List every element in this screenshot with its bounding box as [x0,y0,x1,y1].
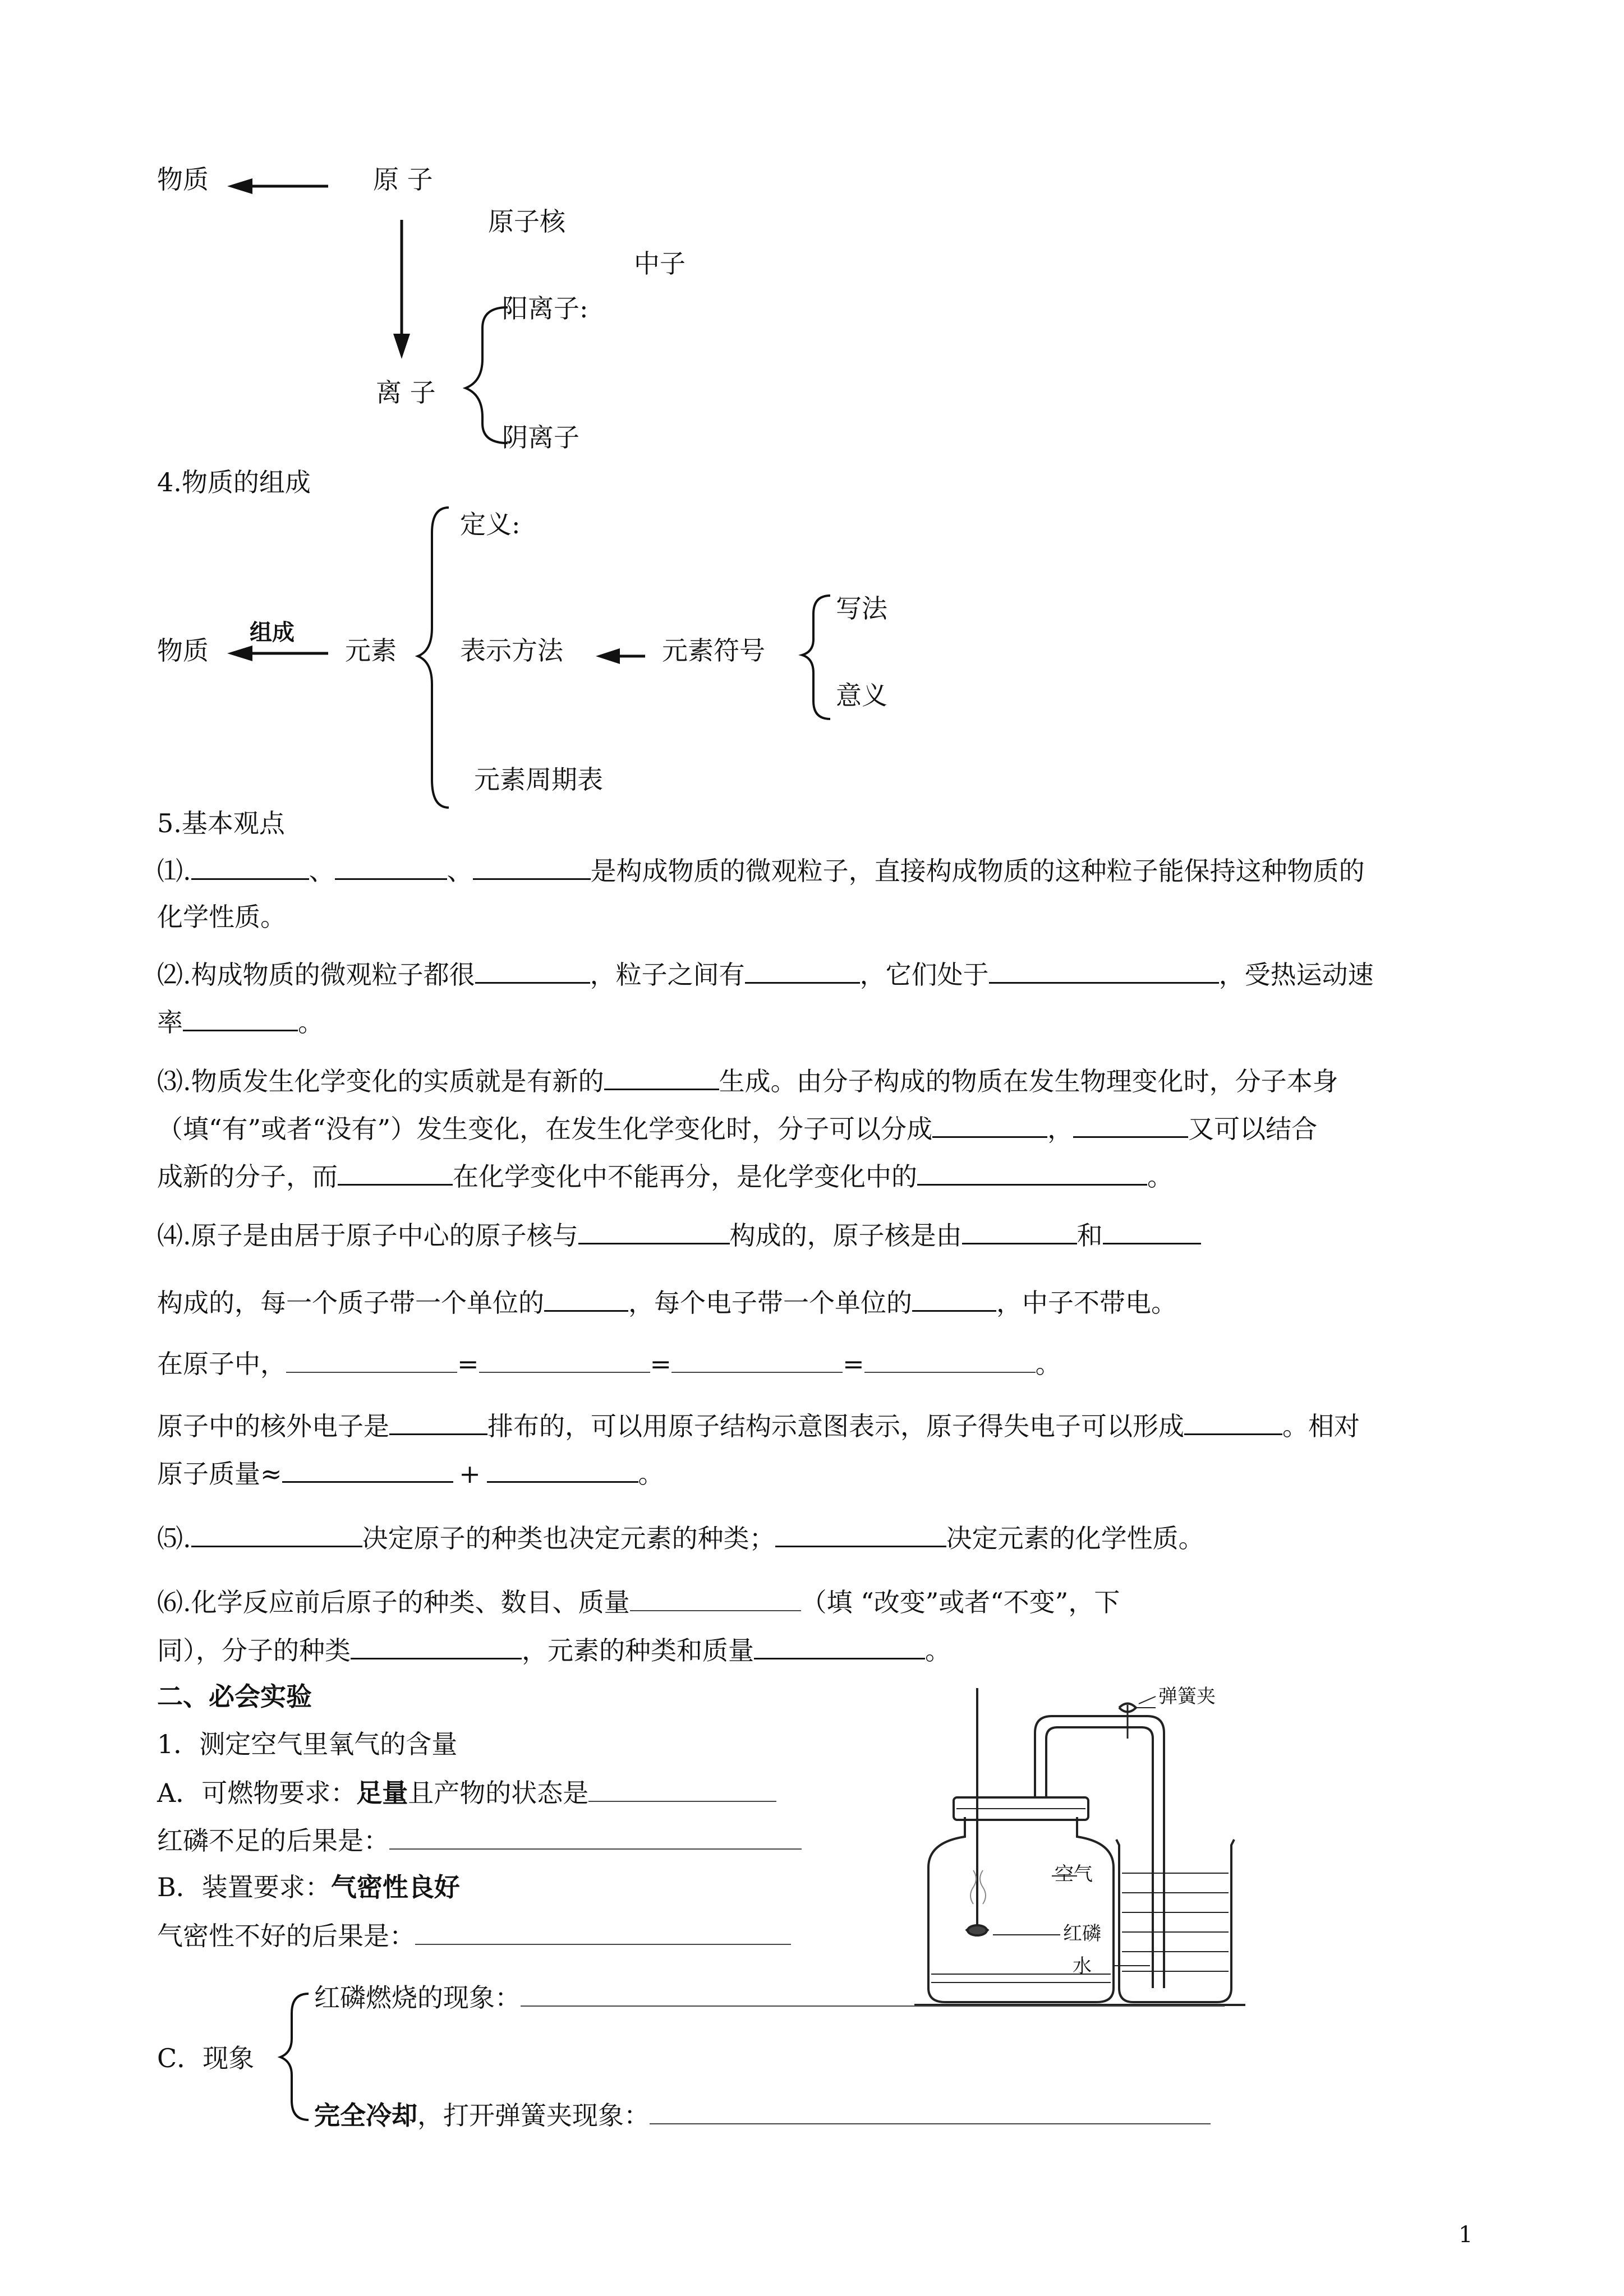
neutron-label: 中子 [634,248,686,279]
apparatus-requirement: B．装置要求：气密性良好 [157,1872,460,1902]
poor-airtightness: 气密性不好的后果是： [157,1918,791,1953]
substance-label-2: 物质 [157,635,209,666]
clamp-label: 弹簧夹 [1158,1685,1216,1708]
para-3-line-3: 成新的分子，而 在化学变化中不能再分，是化学变化中的 。 [157,1158,1173,1193]
section4-heading: 4.物质的组成 [157,467,311,497]
meaning-label: 意义 [836,680,887,711]
arrow-symbol-to-representation [596,648,645,664]
burning-phenomenon: 红磷燃烧的现象： [314,1980,1225,2014]
para-4-line-5: 原子质量≈ + 。 [157,1455,664,1491]
atom-label: 原 子 [373,164,433,195]
combustible-requirement: A．可燃物要求：足量且产物的状态是 [157,1775,776,1810]
ion-label: 离 子 [376,377,436,408]
para-1-line-2: 化学性质。 [157,902,286,932]
para-4-line-3: 在原子中， = = = 。 [157,1346,1061,1381]
periodic-table-label: 元素周期表 [474,764,603,795]
element-label: 元素 [345,635,397,666]
element-brace [418,508,449,808]
element-symbol-label: 元素符号 [662,635,765,666]
section5-heading: 5.基本观点 [157,808,285,838]
para-2-line-2: 率 。 [157,1004,324,1039]
phenomenon-label: C．现象 [157,2043,255,2073]
cation-label: 阳离子: [502,293,588,324]
para-6-line-2: 同），分子的种类 ，元素的种类和质量 。 [157,1632,951,1667]
arrow-atom-to-ion [393,220,410,359]
para-3-line-1: ⑶.物质发生化学变化的实质就是有新的 生成。由分子构成的物质在发生物理变化时，分子本身 [157,1063,1338,1098]
experiments-heading: 二、必会实验 [157,1681,312,1712]
para-6-line-1: ⑹.化学反应前后原子的种类、数目、质量 （填 “改变”或者“不变”，下 [157,1584,1120,1619]
para-4-line-1: ⑷.原子是由居于原子中心的原子核与 构成的，原子核是由 和 [157,1217,1201,1252]
compose-label: 组成 [250,620,295,646]
experiment-1-title: 1．测定空气里氧气的含量 [157,1729,458,1759]
para-3-line-2: （填“有”或者“没有”）发生变化，在发生化学变化时，分子可以分成 ， 又可以结合 [157,1110,1317,1146]
para-5: ⑸. 决定原子的种类也决定元素的种类； 决定元素的化学性质。 [157,1520,1204,1555]
symbol-brace [802,596,830,719]
para-1-line-1: ⑴. 、 、 是构成物质的微观粒子，直接构成物质的这种粒子能保持这种物质的 [157,852,1365,888]
ion-brace [466,307,508,443]
red-phosphorus-label: 红磷 [1063,1922,1101,1945]
para-2-line-1: ⑵.构成物质的微观粒子都很 ，粒子之间有 ，它们处于 ，受热运动速 [157,956,1374,992]
page-number: 1 [1459,2222,1473,2248]
writing-label: 写法 [836,593,887,624]
para-4-line-2: 构成的，每一个质子带一个单位的 ，每个电子带一个单位的 ，中子不带电。 [157,1284,1177,1320]
substance-label: 物质 [157,164,209,195]
phenomenon-brace [280,1994,309,2120]
nucleus-label: 原子核 [488,206,565,237]
arrow-atom-to-substance [227,178,328,194]
insufficient-phosphorus: 红磷不足的后果是： [157,1823,802,1857]
definition-label: 定义: [460,509,521,540]
water-label: 水 [1073,1955,1092,1977]
clamp-open-phenomenon: 完全冷却，打开弹簧夹现象： [314,2097,1211,2132]
representation-label: 表示方法 [460,635,563,666]
para-4-line-4: 原子中的核外电子是 排布的，可以用原子结构示意图表示，原子得失电子可以形成 。相对 [157,1408,1360,1443]
air-label: 空气 [1055,1863,1093,1885]
anion-label: 阴离子 [502,422,579,453]
